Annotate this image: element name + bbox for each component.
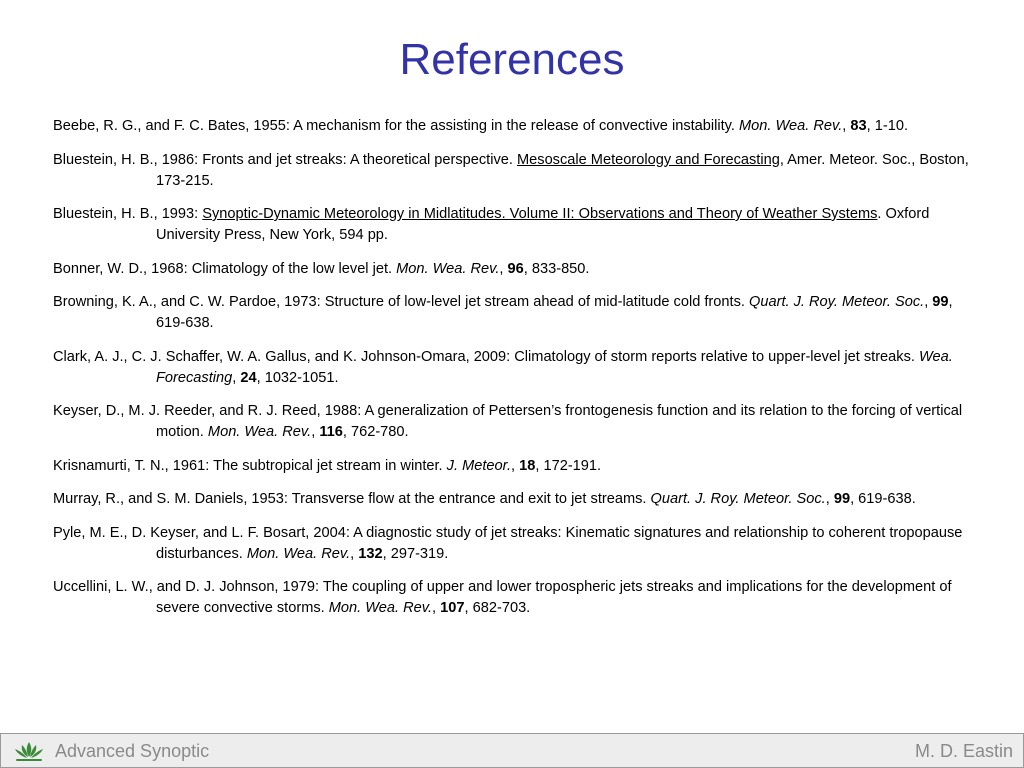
ref-journal: J. Meteor. [446, 457, 512, 474]
reference-krisnamurti-1961: Krisnamurti, T. N., 1961: The subtropical jet stream in winter. J. Meteor., 18, 172-191. [53, 457, 602, 474]
ref-authors-year: Bluestein, H. B., 1993: [53, 206, 203, 222]
reference-keyser-1988: Keyser, D., M. J. Reeder, and R. J. Reed, 1988: A generalization of Pettersen’s frontogenesis function and its relation to the forcing of vertical motion. Mon. Wea. Rev., 116, 762-780. [53, 403, 963, 440]
ref-volume: 107 [440, 600, 465, 616]
ref-pages: , 619-638. [850, 491, 916, 507]
slide-title: References [399, 35, 625, 84]
ref-volume: 18 [519, 457, 536, 474]
ref-volume: 99 [833, 491, 851, 507]
ref-journal: Mon. Wea. Rev. [739, 118, 843, 134]
ref-journal: Mon. Wea. Rev. [207, 424, 312, 440]
ref-pages: , 619-638. [156, 294, 953, 331]
reference-murray-1953: Murray, R., and S. M. Daniels, 1953: Transverse flow at the entrance and exit to jet streams. Quart. J. Roy. Meteor. Soc., 99, 619-638. [53, 491, 916, 507]
ref-pages: , 1-10. [866, 118, 909, 134]
ref-journal: Quart. J. Roy. Meteor. Soc. [749, 294, 925, 310]
ref-title: Climatology of the low level jet. [191, 260, 397, 277]
ref-journal: Mon. Wea. Rev. [246, 545, 351, 562]
ref-volume: 99 [932, 294, 949, 310]
ref-volume: 116 [319, 424, 343, 440]
ref-authors-year: Uccellini, L. W., and D. J. Johnson, 1979: [53, 579, 323, 595]
ref-authors-year: Clark, A. J., C. J. Schaffer, W. A. Gallus, and K. Johnson-Omara, 2009: [53, 348, 515, 365]
ref-authors-year: Murray, R., and S. M. Daniels, 1953: [53, 491, 292, 507]
ref-pages: , 762-780. [342, 424, 409, 440]
reference-clark-2009: Clark, A. J., C. J. Schaffer, W. A. Gallus, and K. Johnson-Omara, 2009: Climatology of storm reports relative to upper-level jet streaks. Wea. Forecasting, 24, 1032-1051. [53, 348, 953, 386]
ref-journal: Mon. Wea. Rev. [328, 600, 433, 616]
ref-publisher: . Oxford University Press, New York, 594 pp. [156, 206, 930, 243]
reference-pyle-2004: Pyle, M. E., D. Keyser, and L. F. Bosart, 2004: A diagnostic study of jet streaks: Kinematic signatures and relationship to coherent tropopause disturbances. Mon. Wea. Rev., 132, 297-319. [53, 524, 963, 562]
ref-journal: Quart. J. Roy. Meteor. Soc. [650, 491, 826, 507]
footer-course-name: Advanced Synoptic [55, 741, 210, 761]
reference-beebe-1955: Beebe, R. G., and F. C. Bates, 1955: A mechanism for the assisting in the release of convective instability. Mon. Wea. Rev., 83, 1-10. [53, 118, 909, 134]
ref-volume: 24 [240, 369, 257, 386]
ref-title: A generalization of Pettersen’s frontogenesis function and its relation to the forcing of vertical motion. [156, 403, 963, 440]
ref-title: A mechanism for the assisting in the release of convective instability. [293, 118, 740, 134]
ref-book: Synoptic-Dynamic Meteorology in Midlatitudes. Volume II: Observations and Theory of Weather Systems [202, 206, 878, 222]
reference-uccellini-1979: Uccellini, L. W., and D. J. Johnson, 1979: The coupling of upper and lower tropospheric jets streaks and implications for the development of severe convective storms. Mon. Wea. Rev., 107, 682-703. [53, 579, 952, 616]
lotus-logo-icon [10, 739, 48, 763]
ref-title: Structure of low-level jet stream ahead of mid-latitude cold fronts. [324, 294, 749, 310]
ref-authors-year: Pyle, M. E., D. Keyser, and L. F. Bosart, 2004: [53, 524, 354, 541]
ref-pages: , 1032-1051. [256, 369, 339, 386]
ref-pages: , 172-191. [535, 457, 602, 474]
footer-author: M. D. Eastin [914, 741, 1013, 761]
ref-title: The subtropical jet stream in winter. [213, 457, 447, 474]
reference-bonner-1968: Bonner, W. D., 1968: Climatology of the low level jet. Mon. Wea. Rev., 96, 833-850. [53, 260, 590, 277]
ref-book: Mesoscale Meteorology and Forecasting [517, 151, 780, 168]
reference-bluestein-1986 [53, 150, 983, 192]
ref-authors-year: Browning, K. A., and C. W. Pardoe, 1973: [53, 294, 325, 310]
ref-journal: Wea. Forecasting [156, 348, 953, 386]
ref-pages: , 682-703. [464, 600, 531, 616]
ref-journal: Mon. Wea. Rev. [396, 260, 500, 277]
ref-authors-year: Keyser, D., M. J. Reeder, and R. J. Reed, 1988: [53, 403, 365, 419]
ref-pages: , 297-319. [382, 545, 449, 562]
ref-volume: 132 [358, 545, 383, 562]
ref-authors-year: Beebe, R. G., and F. C. Bates, 1955: [53, 118, 294, 134]
ref-pages: , 833-850. [523, 260, 590, 277]
ref-volume: 96 [507, 260, 524, 277]
ref-title: Climatology of storm reports relative to upper-level jet streaks. [514, 348, 919, 365]
ref-title: Fronts and jet streaks: A theoretical perspective. [202, 151, 517, 168]
reference-list [53, 116, 983, 632]
ref-authors-year: Bonner, W. D., 1968: [53, 260, 192, 277]
ref-volume: 83 [850, 118, 867, 134]
footer-bar [0, 733, 1024, 768]
ref-title: The coupling of upper and lower tropospheric jets streaks and implications for the development of severe convective storms. [156, 579, 952, 616]
ref-authors-year: Krisnamurti, T. N., 1961: [53, 457, 214, 474]
ref-title: Transverse flow at the entrance and exit to jet streams. [291, 491, 651, 507]
reference-bluestein-1993 [53, 204, 983, 246]
ref-authors-year: Bluestein, H. B., 1986: [53, 151, 203, 168]
ref-publisher: , Amer. Meteor. Soc., Boston, 173-215. [156, 151, 969, 189]
reference-browning-1973: Browning, K. A., and C. W. Pardoe, 1973: Structure of low-level jet stream ahead of mid-latitude cold fronts. Quart. J. Roy. Meteor. Soc., 99, 619-638. [53, 294, 953, 331]
ref-title: A diagnostic study of jet streaks: Kinematic signatures and relationship to coherent tropopause disturbances. [156, 524, 963, 562]
